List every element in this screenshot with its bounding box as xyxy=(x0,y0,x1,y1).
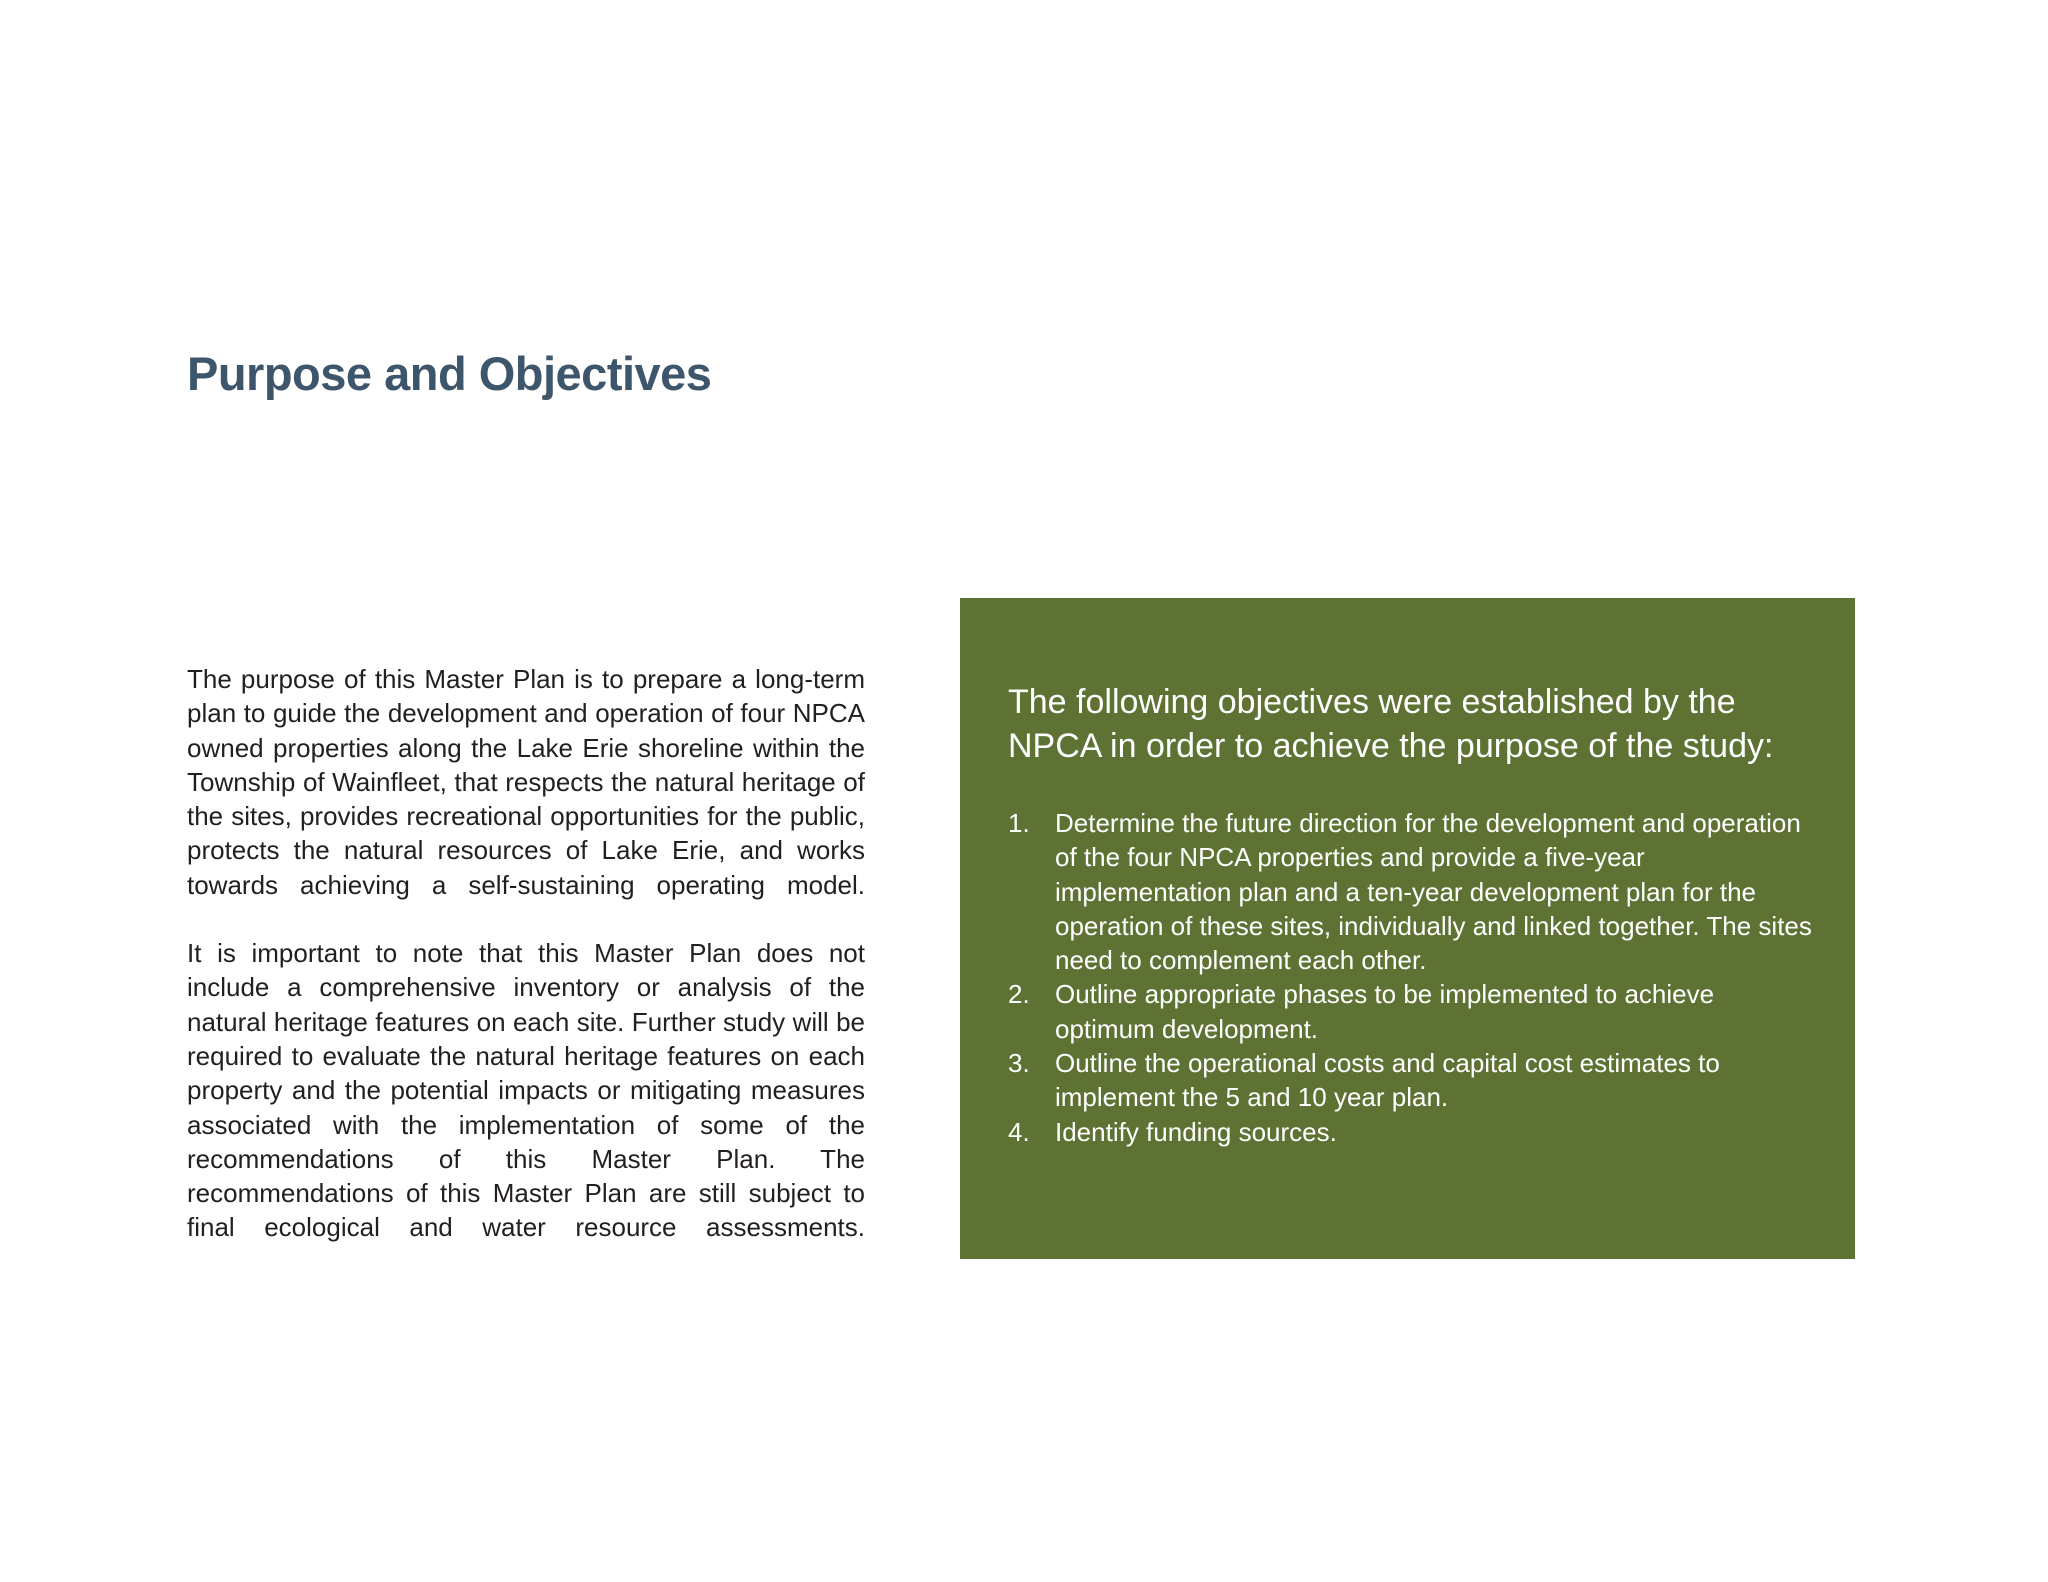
objective-item xyxy=(1008,1115,1815,1149)
intro-paragraph-note: It is important to note that this Master Plan does not include a comprehensive inventory or analysis of the natural heritage features on each site. Further study will be required to evaluate the natural heritage features on each property and the potential impacts or mitigating measures associated with the implementation of some of the recommendations of this Master Plan. The recommendations of this Master Plan are still subject to final ecological and water resource assessments. xyxy=(187,938,865,1243)
objective-item xyxy=(1008,806,1815,977)
objective-text: Outline appropriate phases to be implemented to achieve optimum development. xyxy=(1055,979,1715,1044)
objective-number: 1. xyxy=(1008,808,1030,838)
objectives-heading: The following objectives were established by the NPCA in order to achieve the purpose of the study: xyxy=(1008,683,1774,765)
intro-text xyxy=(187,662,865,1245)
objectives-callout-box xyxy=(960,598,1855,1259)
objective-item xyxy=(1008,977,1815,1046)
intro-paragraph-purpose: The purpose of this Master Plan is to prepare a long-term plan to guide the development and operation of four NPCA owned properties along the Lake Erie shoreline within the Township of Wainfleet, that respects the natural heritage of the sites, provides recreational opportunities for the public, protects the natural resources of Lake Erie, and works towards achieving a self-sustaining operating model. xyxy=(187,664,865,900)
objective-text: Determine the future direction for the development and operation of the four NPCA properties and provide a five-year implementation plan and a ten-year development plan for the operation of these sites, individually and linked together. The sites need to complement each other. xyxy=(1055,808,1812,976)
objective-number: 2. xyxy=(1008,979,1030,1010)
page-title: Purpose and Objectives xyxy=(187,347,712,400)
objective-number: 4. xyxy=(1008,1116,1030,1147)
objective-number: 3. xyxy=(1008,1048,1030,1079)
objective-text: Outline the operational costs and capital cost estimates to implement the 5 and 10 year plan. xyxy=(1055,1048,1720,1113)
objective-item xyxy=(1008,1046,1815,1115)
objective-text: Identify funding sources. xyxy=(1055,1116,1337,1147)
objectives-list xyxy=(1008,806,1815,1149)
